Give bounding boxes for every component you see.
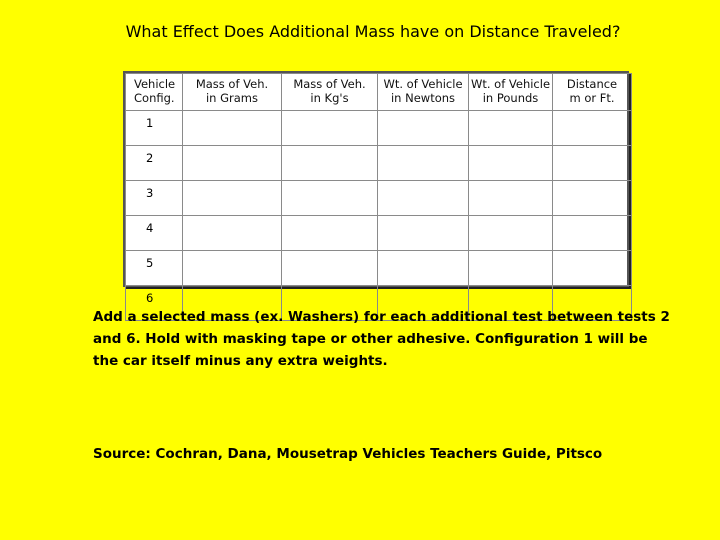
page-title: What Effect Does Additional Mass have on Distance Traveled? [125,22,621,41]
instructions-text: Add a selected mass (ex. Washers) for each additional test between tests 2 and 6. Hold with masking tape or other adhesive. Configuration 1 will be the car itself minus any extra weights. [93,309,670,369]
empty-cell[interactable] [469,216,553,251]
header-weight-newtons: Wt. of Vehicle in Newtons [378,74,469,111]
table-row [126,111,632,146]
config-cell: 2 [126,146,183,181]
empty-cell[interactable] [282,146,378,181]
empty-cell[interactable] [378,216,469,251]
empty-cell[interactable] [553,111,632,146]
empty-cell[interactable] [469,111,553,146]
empty-cell[interactable] [282,251,378,286]
config-cell: 3 [126,181,183,216]
empty-cell[interactable] [378,146,469,181]
empty-cell[interactable] [469,146,553,181]
empty-cell[interactable] [378,181,469,216]
empty-cell[interactable] [378,251,469,286]
data-table-container [123,71,629,305]
empty-cell[interactable] [183,181,282,216]
table-row [126,216,632,251]
empty-cell[interactable] [282,181,378,216]
header-mass-grams: Mass of Veh. in Grams [183,74,282,111]
header-distance: Distance m or Ft. [553,74,632,111]
empty-cell[interactable] [553,181,632,216]
empty-cell[interactable] [282,216,378,251]
source-citation: Source: Cochran, Dana, Mousetrap Vehicles Teachers Guide, Pitsco [93,446,603,462]
empty-cell[interactable] [469,251,553,286]
table-row [126,181,632,216]
data-table [125,73,632,321]
empty-cell[interactable] [469,181,553,216]
table-row [126,146,632,181]
empty-cell[interactable] [183,111,282,146]
table-header-row [126,74,632,111]
config-cell: 4 [126,216,183,251]
header-mass-kg: Mass of Veh. in Kg's [282,74,378,111]
empty-cell[interactable] [553,251,632,286]
empty-cell[interactable] [282,111,378,146]
config-cell: 5 [126,251,183,286]
empty-cell[interactable] [183,146,282,181]
empty-cell[interactable] [553,146,632,181]
header-weight-pounds: Wt. of Vehicle in Pounds [469,74,553,111]
table-row [126,251,632,286]
config-cell: 6 [126,286,183,321]
empty-cell[interactable] [378,111,469,146]
empty-cell[interactable] [183,216,282,251]
header-vehicle-config: Vehicle Config. [126,74,183,111]
empty-cell[interactable] [553,216,632,251]
config-cell: 1 [126,111,183,146]
empty-cell[interactable] [183,251,282,286]
